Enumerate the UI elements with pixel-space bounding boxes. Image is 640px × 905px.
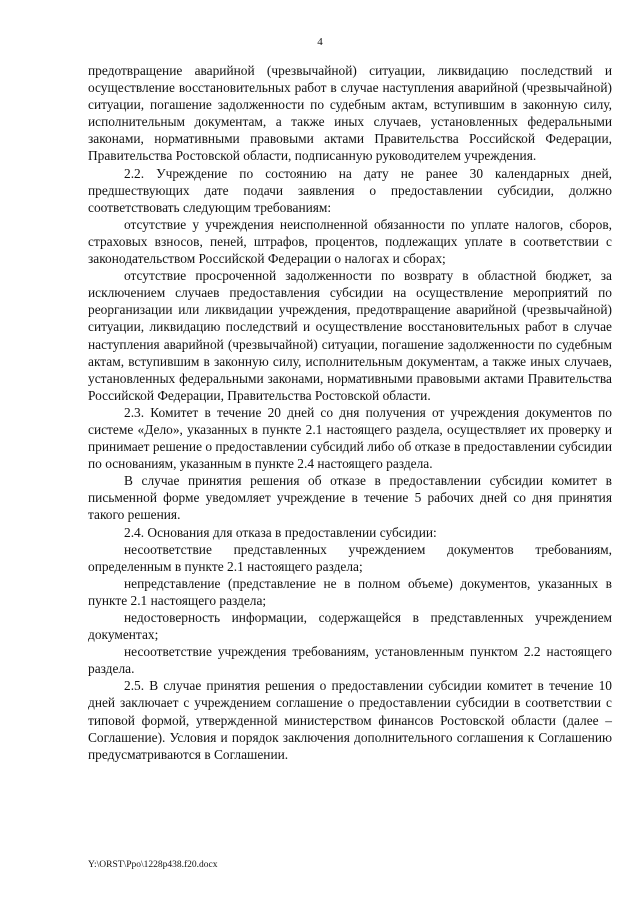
paragraph: недостоверность информации, содержащейся в представленных учреждением документах; bbox=[88, 610, 612, 643]
document-body bbox=[88, 62, 612, 763]
paragraph: предотвращение аварийной (чрезвычайной) ситуации, ликвидацию последствий и осуществление восстановительных работ в случае наступления аварийной (чрезвычайной) ситуации, погашение задолженности по судебным актам, вступившим в законную силу, исполнительным документам, а также иных случаев, установленных федеральными законами, нормативными правовыми актами Правительства Российской Федерации, Правительства Ростовской области, подписанную руководителем учреждения. bbox=[88, 63, 612, 164]
paragraph: 2.3. Комитет в течение 20 дней со дня получения от учреждения документов по системе «Дело», указанных в пункте 2.1 настоящего раздела, осуществляет их проверку и принимает решение о предоставлении субсидий либо об отказе в предоставлении субсидии по основаниям, указанным в пункте 2.4 настоящего раздела. bbox=[88, 404, 612, 472]
paragraph: несоответствие представленных учреждением документов требованиям, определенным в пункте 2.1 настоящего раздела; bbox=[88, 541, 612, 574]
paragraph: непредставление (представление не в полном объеме) документов, указанных в пункте 2.1 настоящего раздела; bbox=[88, 575, 612, 608]
paragraph: 2.2. Учреждение по состоянию на дату не ранее 30 календарных дней, предшествующих дате подачи заявления о предоставлении субсидии, должно соответствовать следующим требованиям: bbox=[88, 165, 612, 215]
paragraph: отсутствие у учреждения неисполненной обязанности по уплате налогов, сборов, страховых взносов, пеней, штрафов, процентов, подлежащих уплате в соответствии с законодательством Российской Федерации о налогах и сборах; bbox=[88, 216, 612, 267]
page-number: 4 bbox=[317, 36, 323, 48]
paragraph: несоответствие учреждения требованиям, установленным пунктом 2.2 настоящего раздела. bbox=[88, 644, 612, 677]
file-path-footer: Y:\ORST\Ppo\1228p438.f20.docx bbox=[88, 860, 218, 870]
paragraph: 2.5. В случае принятия решения о предоставлении субсидии комитет в течение 10 дней заключает с учреждением соглашение о предоставлении субсидии в соответствии с типовой формой, утвержденной министерством финансов Ростовской области (далее – Соглашение). Условия и порядок заключения дополнительного соглашения к Соглашению предусматриваются в Соглашении. bbox=[88, 678, 612, 762]
paragraph: В случае принятия решения об отказе в предоставлении субсидии комитет в письменной форме уведомляет учреждение в течение 5 рабочих дней со дня принятия такого решения. bbox=[88, 473, 612, 523]
paragraph: отсутствие просроченной задолженности по возврату в областной бюджет, за исключением случаев предоставления субсидии на осуществление мероприятий по реорганизации или ликвидации учреждения, предотвращение аварийной (чрезвычайной) ситуации, ликвидацию последствий и осуществление восстановительных работ в случае наступления аварийной (чрезвычайной) ситуации, погашение задолженности по судебным актам, вступившим в законную силу, исполнительным документам, а также иных случаев, установленных федеральными законами, нормативными правовыми актами Правительства Российской Федерации, Правительства Ростовской области. bbox=[88, 268, 612, 403]
paragraph: 2.4. Основания для отказа в предоставлении субсидии: bbox=[124, 524, 437, 540]
